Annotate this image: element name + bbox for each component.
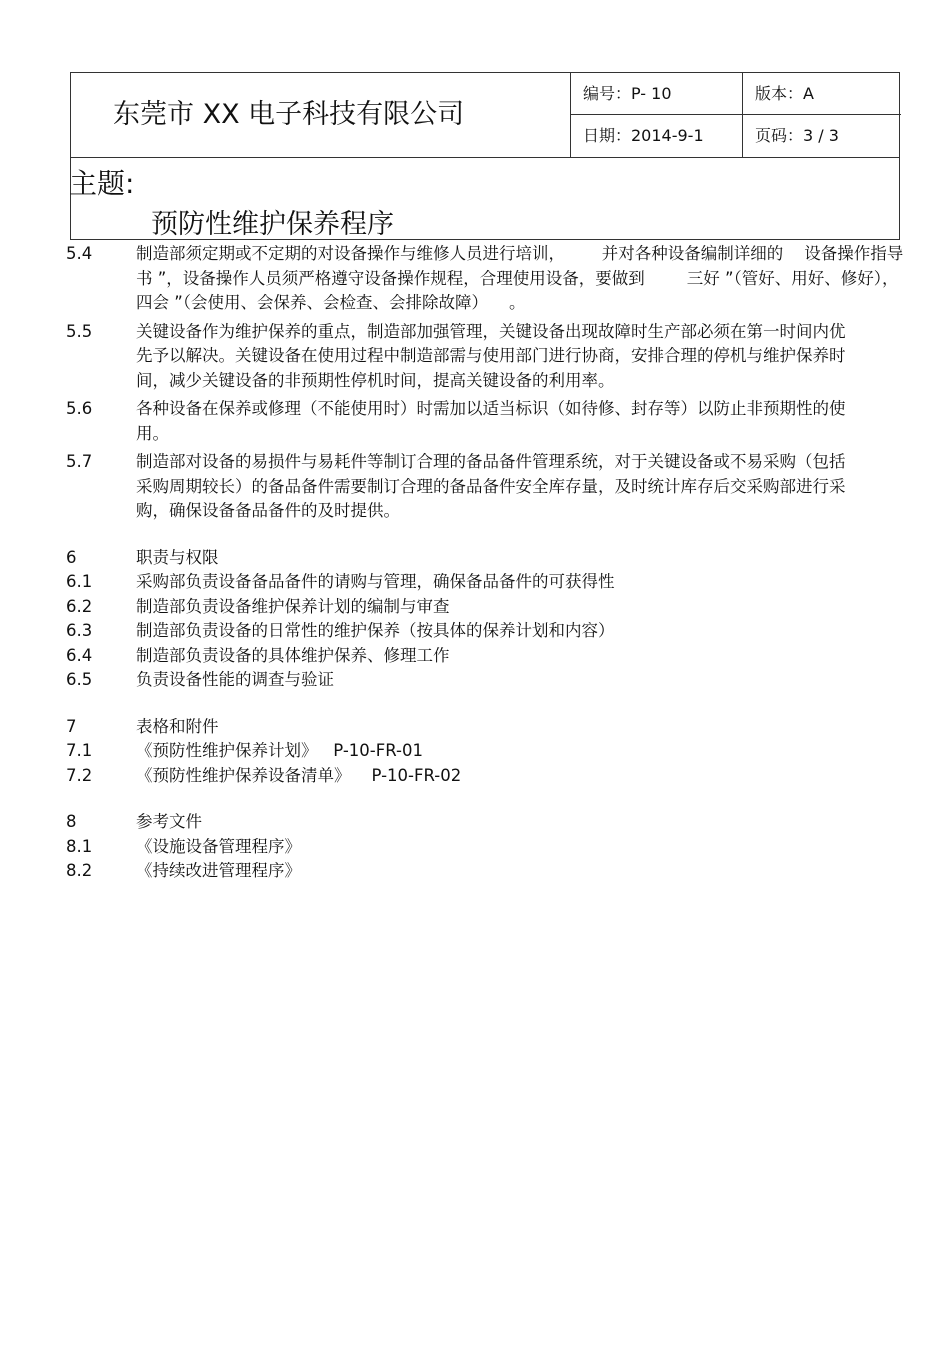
document-date: 日期：2014-9-1: [571, 115, 743, 157]
section-item: [66, 320, 906, 394]
section-text: 参考文件: [136, 812, 202, 831]
section-text: 负责设备性能的调查与验证: [136, 670, 334, 689]
section-text: 制造部负责设备的日常性的维护保养（按具体的保养计划和内容）: [136, 621, 615, 640]
section-text: 《预防性维护保养设备清单》 P-10-FR-02: [136, 765, 462, 785]
header-table: [70, 72, 900, 240]
company-name: 东莞市 XX 电子科技有限公司: [71, 73, 571, 157]
section-text: 制造部负责设备维护保养计划的编制与审查: [136, 596, 450, 616]
section-number: 6.3: [66, 621, 93, 640]
section-number: 7: [66, 716, 77, 736]
section-text: 职责与权限: [136, 547, 219, 567]
section-number: 5.4: [66, 244, 93, 263]
section-number: 7.1: [66, 741, 93, 760]
section-text: 制造部须定期或不定期的对设备操作与维修人员进行培训， 并对各种设备编制详细的 设备操作指导书 ”，设备操作人员须严格遵守设备操作规程，合理使用设备，要做到 三好 ”（管好、用好、修好）， 四会 ”（会使用、会保养、会检查、会排除故障） 。: [136, 244, 910, 312]
section-item: [66, 242, 910, 316]
section-text: 关键设备作为维护保养的重点，制造部加强管理，关键设备出现故障时生产部必须在第一时间内优先予以解决。关键设备在使用过程中制造部需与使用部门进行协商，安排合理的停机与维护保养时间，减少关键设备的非预期性停机时间，提高关键设备的利用率。: [136, 321, 846, 390]
section-number: 8.2: [66, 861, 93, 880]
section-heading: [66, 546, 906, 571]
section-list: [66, 242, 910, 884]
section-number: 5.5: [66, 321, 93, 341]
section-number: 8: [66, 812, 77, 831]
document-version: 版本：A: [743, 73, 901, 115]
section-item: [66, 644, 906, 669]
section-number: 6.5: [66, 670, 93, 689]
section-item: [66, 859, 906, 884]
section-text: 制造部负责设备的具体维护保养、修理工作: [136, 645, 450, 665]
section-item: [66, 595, 906, 620]
page-number: 页码：3 / 3: [755, 126, 839, 145]
section-heading: [66, 715, 906, 740]
section-number: 6: [66, 547, 77, 567]
subject-title: 预防性维护保养程序: [151, 209, 394, 240]
section-item: [66, 570, 906, 595]
section-text: 《预防性维护保养计划》 P-10-FR-01: [136, 741, 423, 760]
section-item: [66, 397, 906, 446]
section-item: [66, 668, 906, 693]
section-number: 5.6: [66, 399, 93, 418]
section-item: [66, 619, 906, 644]
section-number: 8.1: [66, 836, 93, 856]
section-text: 各种设备在保养或修理（不能使用时）时需加以适当标识（如待修、封存等）以防止非预期性的使用。: [136, 399, 846, 443]
section-heading: [66, 810, 906, 835]
section-number: 6.1: [66, 572, 93, 591]
section-number: 6.2: [66, 596, 93, 616]
section-item: [66, 450, 906, 524]
section-text: 《设施设备管理程序》: [136, 836, 301, 856]
section-text: 采购部负责设备备品备件的请购与管理，确保备品备件的可获得性: [136, 572, 615, 591]
section-text: 表格和附件: [136, 716, 219, 736]
section-item: [66, 764, 906, 789]
subject-label: 主题:: [69, 167, 135, 200]
section-item: [66, 739, 906, 764]
subject-row: [71, 157, 899, 239]
section-text: 制造部对设备的易损件与易耗件等制订合理的备品备件管理系统，对于关键设备或不易采购（包括采购周期较长）的备品备件需要制订合理的备品备件安全库存量，及时统计库存后交采购部进行采购，确保设备备品备件的及时提供。: [136, 452, 846, 520]
section-number: 7.2: [66, 765, 93, 785]
section-number: 5.7: [66, 452, 93, 471]
document-number: 编号：P- 10: [571, 73, 743, 115]
section-item: [66, 835, 906, 860]
section-number: 6.4: [66, 645, 93, 665]
section-text: 《持续改进管理程序》: [136, 861, 301, 880]
